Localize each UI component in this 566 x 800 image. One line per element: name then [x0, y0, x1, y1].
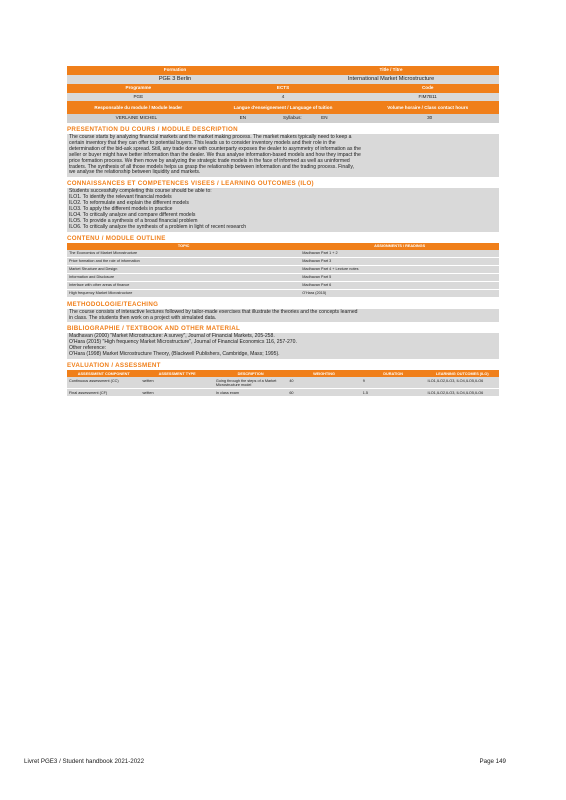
eval-weighting: 60 [287, 389, 360, 397]
outline-header-topic: TOPIC [67, 243, 300, 250]
header-row-labels-3 [67, 101, 499, 114]
table-row [67, 265, 499, 273]
eval-description: In class exam [214, 389, 287, 397]
language-label: Langue d'enseignement / Language of tuition [233, 104, 333, 110]
outline-topic: Price formation and the role of information [67, 257, 300, 265]
formation-label: Formation [163, 67, 187, 72]
methodology-heading: METHODOLOGIE/TEACHING [67, 300, 159, 308]
page-footer [24, 758, 506, 765]
formation-value: PGE 3 Berlin [158, 75, 192, 82]
ilo-line: ILO4. To critically analyze and compare different models [69, 211, 196, 218]
ilo-line: ILO3. To apply the different models in practice [69, 206, 173, 213]
syllabus-value: EN [321, 115, 328, 121]
eval-duration: 9 [361, 377, 426, 389]
table-row [67, 281, 499, 289]
eval-header-description: DESCRIPTION [214, 370, 287, 377]
ilo-text [67, 188, 499, 231]
eval-header-component: ASSESSMENT COMPONENT [67, 370, 140, 377]
outline-heading: CONTENU / MODULE OUTLINE [67, 234, 166, 242]
methodology-text [67, 309, 499, 323]
header-row-labels-2 [67, 84, 499, 93]
evaluation-heading: EVALUATION / ASSESSMENT [67, 362, 161, 370]
outline-reading: Madhavan Part 3 [300, 257, 499, 265]
outline-reading: Madhavan Part 5 [300, 273, 499, 281]
outline-reading: Madhavan Part 4 + Lecture notes [300, 265, 499, 273]
eval-duration: 1.5 [361, 389, 426, 397]
eval-type: written [140, 377, 213, 389]
title-label: Title / Titre [379, 67, 403, 72]
ilo-line: ILO6. To critically analyze the synthesis of a problem in light of recent research [69, 223, 247, 230]
presentation-text [67, 134, 499, 177]
eval-header-weighting: WEIGHTING [287, 370, 360, 377]
eval-weighting: 40 [287, 377, 360, 389]
presentation-line: certain inventory that they can offer to potential buyers. This leads us to consider inventory models and their role in the [69, 139, 336, 146]
presentation-line: The course starts by analyzing financial markets and the market making process. The market makers typically need to keep a [69, 133, 352, 140]
table-row [67, 377, 499, 389]
title-value: International Market Microstructure [347, 75, 435, 82]
evaluation-table [67, 370, 499, 397]
outline-topic: Interface with other areas of finance [67, 281, 300, 289]
table-row [67, 289, 499, 297]
outline-topic: The Economics of Market Microstructure [67, 250, 300, 258]
hours-value: 30 [427, 115, 433, 121]
footer-handbook-label: Livret PGE3 / Student handbook 2021-2022 [24, 758, 145, 765]
header-row-labels-1 [67, 66, 499, 75]
eval-header-duration: DURATION [361, 370, 426, 377]
eval-component: Final assessment (CF) [67, 389, 140, 397]
eval-type: written [140, 389, 213, 397]
bibliography-line: Madhavan (2000) "Market Microstructure: A survey", Journal of Financial Markets, 205-258. [69, 333, 275, 340]
table-row [67, 389, 499, 397]
outline-topic: Market Structure and Design [67, 265, 300, 273]
responsable-label: Responsable du module / Module leader [94, 104, 183, 110]
bibliography-line: O'Hara (1998) Market Microstructure Theory, (Blackwell Publishers, Cambridge, Mass; 1995). [69, 351, 280, 358]
bibliography-line: Other reference: [69, 345, 107, 352]
outline-topic: High frequency Market Microstructure [67, 289, 300, 297]
table-row [67, 250, 499, 258]
outline-header-readings: ASSIGNMENTS / READINGS [300, 243, 499, 250]
table-row [67, 257, 499, 265]
eval-ilo: ILO1,ILO2,ILO3, ILO4,ILO5,ILO6 [426, 389, 499, 397]
code-label: Code [421, 85, 434, 91]
header-row-values-2 [67, 93, 499, 102]
syllabus-label: Syllabus: [283, 115, 302, 121]
presentation-line: traders. The synthesis of all those models helps us grasp the relationship between information and the trading process. Finally, [69, 163, 354, 170]
responsable-value: VERLAINE MICHEL [115, 115, 157, 121]
outline-reading: O'Hara (2015) [300, 289, 499, 297]
presentation-line: determination of the bid-ask spread. Still, any trade done with counterparty exposes the dealer to asymmetry of information as the [69, 145, 361, 152]
presentation-heading: PRESENTATION DU COURS / MODULE DESCRIPTION [67, 125, 238, 133]
ects-value: 4 [281, 93, 285, 99]
ects-label: ECTS [276, 85, 290, 91]
eval-header-ilo: LEARNING OUTCOMES (ILO) [426, 370, 499, 377]
bibliography-line: O'Hara (2015) "High frequency Market Microstructure", Journal of Financial Economics 116, 257-270. [69, 339, 297, 346]
eval-header-type: ASSESSMENT TYPE [140, 370, 213, 377]
syllabus-sheet [67, 66, 499, 397]
table-row [67, 273, 499, 281]
programme-label: Programme [125, 85, 152, 91]
eval-component: Continuous assessment (CC) [67, 377, 140, 389]
code-value: FIM7B11 [418, 93, 437, 99]
bibliography-text [67, 333, 499, 359]
ilo-heading: CONNAISSANCES ET COMPETENCES VISEES / LEARNING OUTCOMES (ILO) [67, 180, 314, 188]
header-row-values-1 [67, 75, 499, 85]
ilo-line: ILO5. To provide a synthesis of a broad financial problem [69, 217, 198, 224]
methodology-line: The course consists of interactive lectures followed by tailor-made exercises that illustrate the theories and the concepts learned [69, 308, 358, 315]
eval-description: Going through the steps of a Market Microstructure model [214, 377, 287, 389]
ilo-line: ILO1. To identify the relevant financial models [69, 194, 172, 201]
outline-table [67, 243, 499, 298]
bibliography-heading: BIBLIOGRAPHIE / TEXTBOOK AND OTHER MATERIAL [67, 325, 241, 333]
presentation-line: price formation process. We then move by analyzing the strategic trade models in the face of informed as well as uninformed [69, 157, 350, 164]
ilo-line: Students successfully completing this course should be able to: [69, 188, 212, 195]
page-number: Page 149 [479, 758, 506, 765]
presentation-line: seller or buyer might have better information than the dealer. We thus analyse information-based models and how they impact the [69, 151, 361, 158]
outline-topic: Information and Disclosure [67, 273, 300, 281]
programme-value: PGE [133, 93, 144, 99]
presentation-line: we analyse the relationship between liquidity and markets. [69, 169, 201, 176]
header-row-values-3 [67, 114, 499, 123]
language-value: EN [239, 115, 247, 121]
volume-label: Volume horaire / Class contact hours [387, 104, 469, 110]
outline-reading: Madhavan Part 1 + 2 [300, 250, 499, 258]
eval-ilo: ILO1,ILO2,ILO3, ILO4,ILO5,ILO6 [426, 377, 499, 389]
outline-reading: Madhavan Part 6 [300, 281, 499, 289]
methodology-line: in class. The students then work on a project with simulated data. [69, 314, 217, 321]
ilo-line: ILO2. To reformulate and explain the different models [69, 200, 189, 207]
